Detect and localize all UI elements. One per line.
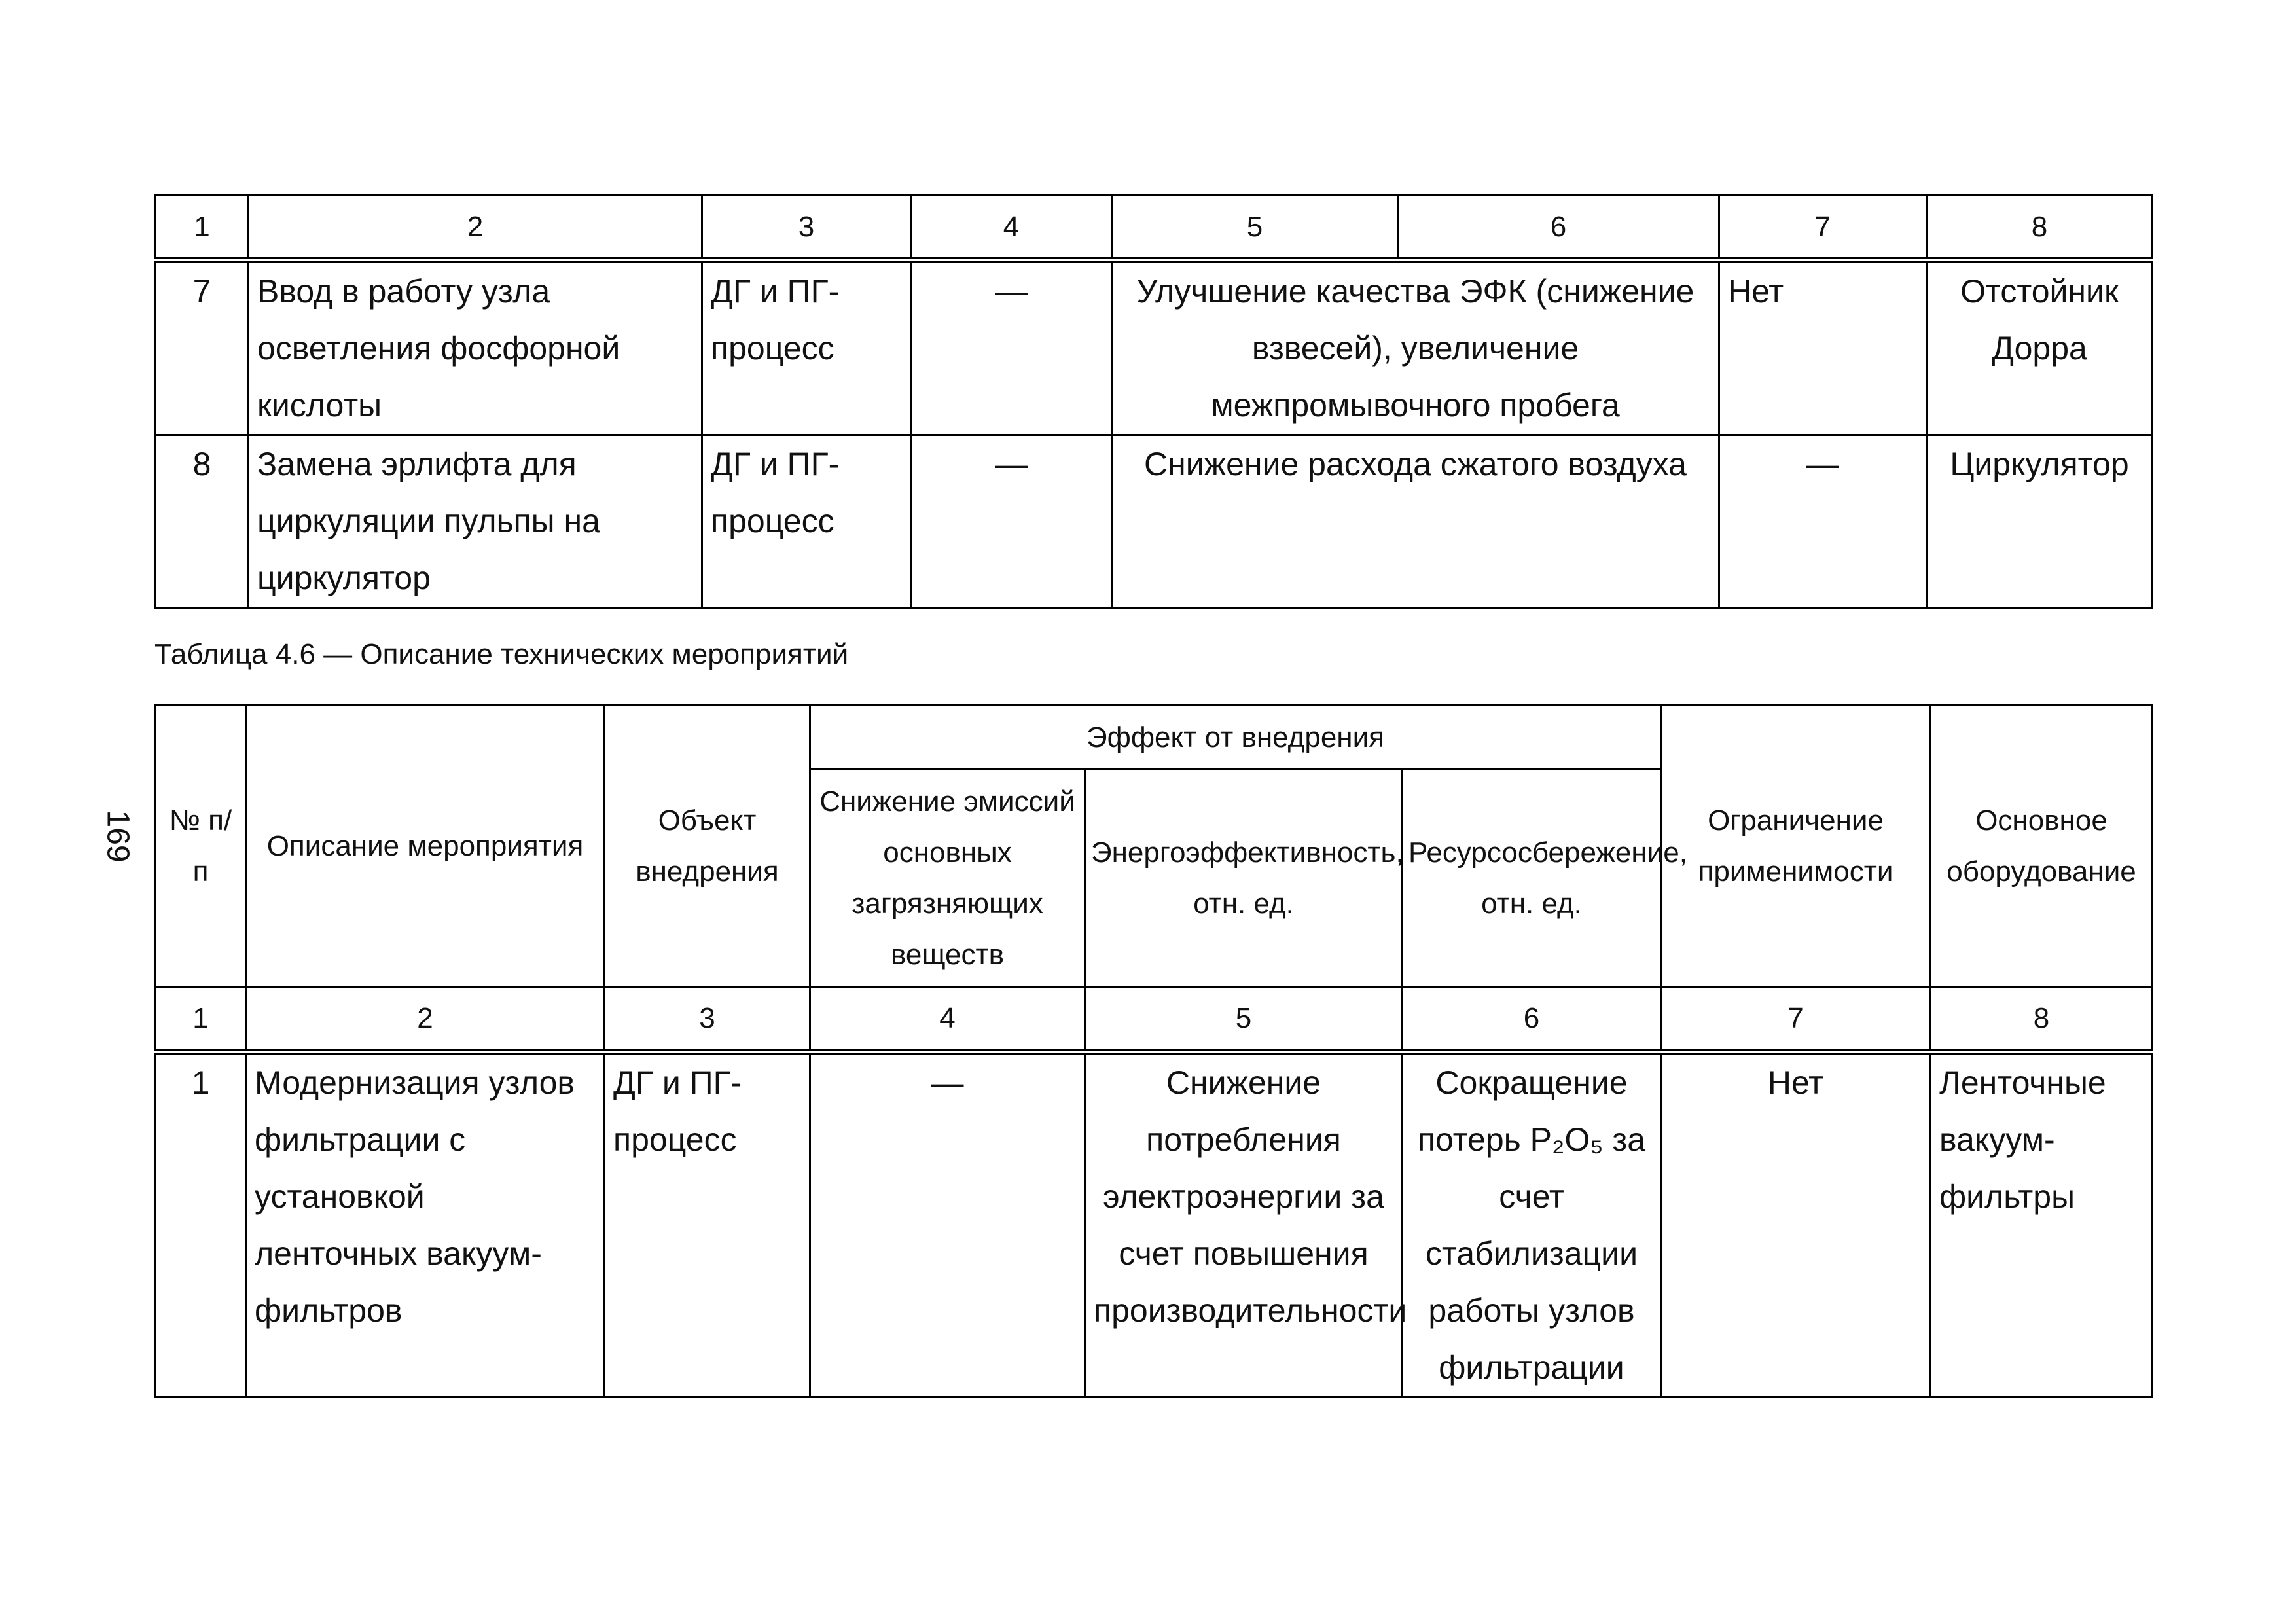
table-row <box>156 261 2153 435</box>
col-number: 6 <box>1403 987 1661 1052</box>
description-cell: Ввод в работу узла осветления фосфорной кислоты <box>249 261 702 435</box>
equipment-cell: Циркулятор <box>1927 435 2153 608</box>
col-number: 2 <box>249 196 702 261</box>
header-description: Описание мероприятия <box>246 706 605 987</box>
table-row <box>156 435 2153 608</box>
header-equipment: Основное оборудование <box>1931 706 2153 987</box>
effect-cell: Улучшение качества ЭФК (снижение взвесей), увеличение межпромывочного пробега <box>1112 261 1719 435</box>
header-energy: Энергоэффективность, отн. ед. <box>1085 770 1403 987</box>
object-cell: ДГ и ПГ-процесс <box>605 1052 810 1398</box>
header-resource: Ресурсосбережение, отн. ед. <box>1403 770 1661 987</box>
col-number: 5 <box>1085 987 1403 1052</box>
col-number: 4 <box>911 196 1112 261</box>
header-object: Объект внедрения <box>605 706 810 987</box>
col-number: 2 <box>246 987 605 1052</box>
description-cell: Модернизация узлов фильтрации с установкой ленточных вакуум-фильтров <box>246 1052 605 1398</box>
resource-cell: Сокращение потерь P₂O₅ за счет стабилизации работы узлов фильтрации <box>1403 1052 1661 1398</box>
row-number: 7 <box>156 261 249 435</box>
col-number: 1 <box>156 987 246 1052</box>
limit-cell: — <box>1719 435 1927 608</box>
page-number: 169 <box>100 810 135 863</box>
object-cell: ДГ и ПГ-процесс <box>702 435 911 608</box>
col-number: 7 <box>1661 987 1931 1052</box>
emission-cell: — <box>911 261 1112 435</box>
continuation-table <box>154 194 2153 609</box>
col-number: 3 <box>605 987 810 1052</box>
limit-cell: Нет <box>1719 261 1927 435</box>
row-number: 1 <box>156 1052 246 1398</box>
emission-cell: — <box>810 1052 1085 1398</box>
emission-cell: — <box>911 435 1112 608</box>
description-cell: Замена эрлифта для циркуляции пульпы на циркулятор <box>249 435 702 608</box>
col-number: 8 <box>1927 196 2153 261</box>
col-number: 7 <box>1719 196 1927 261</box>
header-emission: Снижение эмиссий основных загрязняющих веществ <box>810 770 1085 987</box>
technical-measures-table <box>154 704 2153 1398</box>
equipment-cell: Отстойник Дорра <box>1927 261 2153 435</box>
col-number: 3 <box>702 196 911 261</box>
table-row <box>156 1052 2153 1398</box>
header-effect-group: Эффект от внедрения <box>810 706 1661 770</box>
header-limit: Ограничение применимости <box>1661 706 1931 987</box>
col-number: 1 <box>156 196 249 261</box>
col-number: 5 <box>1112 196 1398 261</box>
col-number: 6 <box>1398 196 1719 261</box>
col-number: 4 <box>810 987 1085 1052</box>
equipment-cell: Ленточные вакуум-фильтры <box>1931 1052 2153 1398</box>
row-number: 8 <box>156 435 249 608</box>
limit-cell: Нет <box>1661 1052 1931 1398</box>
col-number: 8 <box>1931 987 2153 1052</box>
header-number: № п/п <box>156 706 246 987</box>
effect-cell: Снижение расхода сжатого воздуха <box>1112 435 1719 608</box>
column-number-row <box>156 196 2153 261</box>
object-cell: ДГ и ПГ-процесс <box>702 261 911 435</box>
header-row <box>156 706 2153 770</box>
energy-cell: Снижение потребления электроэнергии за счет повышения производительности <box>1085 1052 1403 1398</box>
column-number-row <box>156 987 2153 1052</box>
table-caption: Таблица 4.6 — Описание технических мероприятий <box>154 638 849 670</box>
